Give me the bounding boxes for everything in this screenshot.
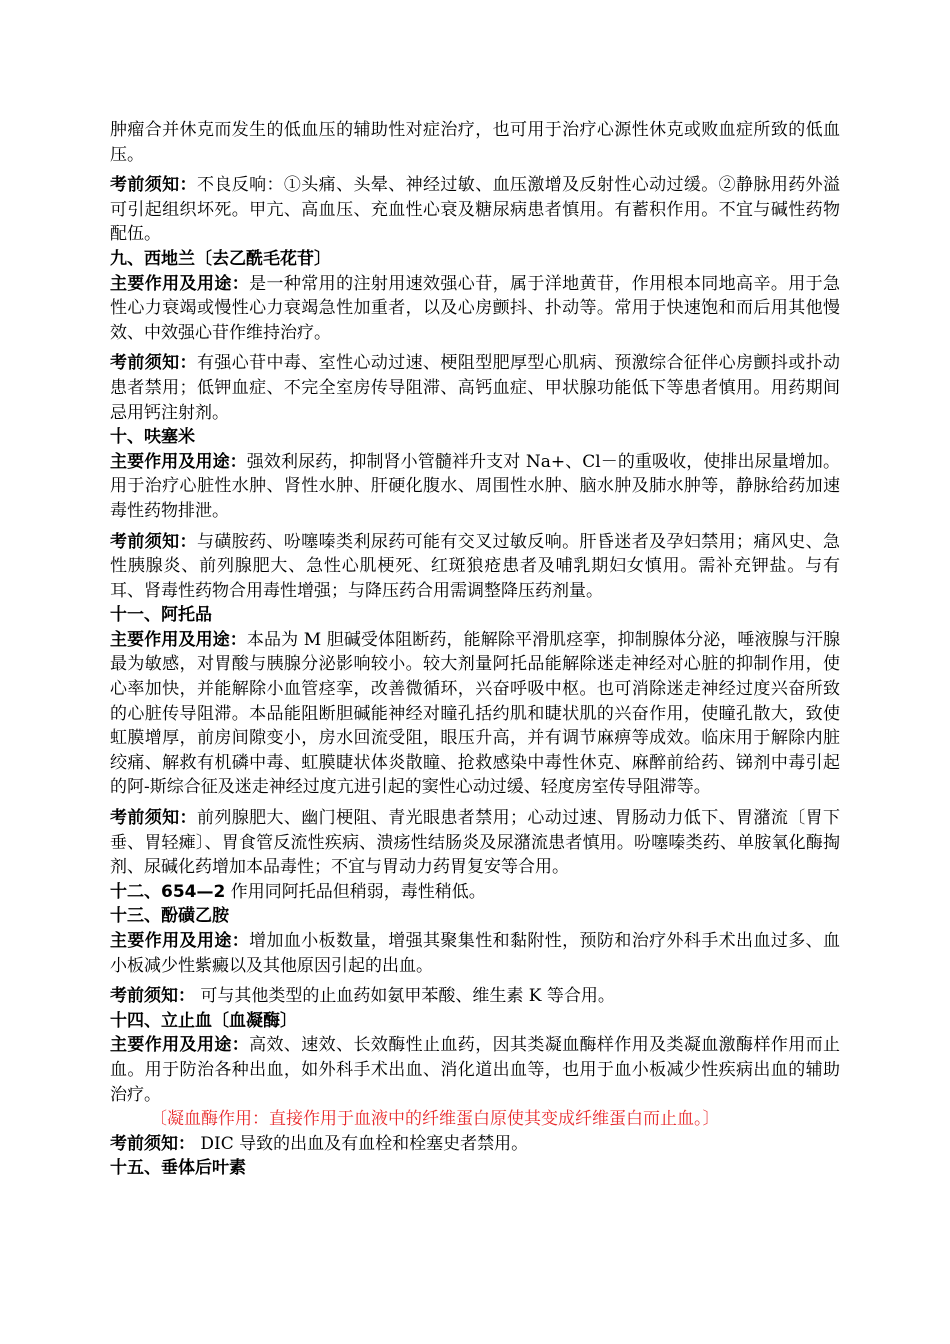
- section-heading: 十一、阿托品: [110, 605, 212, 626]
- section-heading: 十、呋塞米: [110, 427, 195, 448]
- usage-label: 主要作用及用途：: [110, 1035, 250, 1056]
- precautions-paragraph: 考前须知：有强心苷中毒、室性心动过速、梗阻型肥厚型心肌病、预激综合征伴心房颤抖或扑动患者禁用；低钾血症、不完全室房传导阻滞、高钙血症、甲状腺功能低下等患者慎用。用药期间忌用钙注射剂。: [110, 353, 841, 423]
- usage-label: 主要作用及用途：: [110, 451, 247, 472]
- section-heading-inline: 十二、654—2 作用同阿托品但稍弱，毒性稍低。: [110, 881, 486, 902]
- precautions-label: 考前须知：: [110, 808, 197, 829]
- precautions-label: 考前须知：: [110, 531, 197, 552]
- usage-paragraph: 主要作用及用途：高效、速效、长效酶性止血药，因其类凝血酶样作用及类凝血激酶样作用而止血。用于防治各种出血，如外科手术出血、消化道出血等，也用于血小板减少性疾病出血的辅助治疗。: [110, 1035, 841, 1105]
- usage-label: 主要作用及用途：: [110, 629, 247, 650]
- precautions-paragraph: 考前须知： DIC 导致的出血及有血栓和栓塞史者禁用。: [110, 1133, 529, 1154]
- precautions-paragraph: 考前须知：前列腺肥大、幽门梗阻、青光眼患者禁用；心动过速、胃肠动力低下、胃潴流〔胃下垂、胃轻瘫〕、胃食管反流性疾病、溃疡性结肠炎及尿潴流患者慎用。吩噻嗪类药、单胺氧化酶掏剂、尿碱化药增加本品毒性；不宜与胃动力药胃复安等合用。: [110, 808, 841, 878]
- usage-paragraph: 主要作用及用途：是一种常用的注射用速效强心苷，属于洋地黄苷，作用根本同地高辛。用于急性心力衰竭或慢性心力衰竭急性加重者，以及心房颤抖、扑动等。常用于快速饱和而后用其他慢效、中效强心苷作维持治疗。: [110, 273, 841, 343]
- section-heading: 十三、酚磺乙胺: [110, 906, 229, 927]
- usage-paragraph: 主要作用及用途：强效利尿药，抑制肾小管髓袢升支对 Na+、Cl－的重吸收，使排出尿量增加。用于治疗心脏性水肿、肾性水肿、肝硬化腹水、周围性水肿、脑水肿及肺水肿等，静脉给药加速毒性药物排泄。: [110, 451, 840, 521]
- section-heading: 十五、垂体后叶素: [110, 1158, 246, 1179]
- section-heading: 十四、立止血〔血凝酶〕: [110, 1010, 297, 1031]
- section-heading: 十二、654—2: [110, 881, 226, 902]
- precautions-label: 考前须知：: [110, 1133, 195, 1154]
- section-heading: 九、西地兰〔去乙酰毛花苷〕: [110, 248, 331, 269]
- precautions-paragraph: 考前须知：不良反响：①头痛、头晕、神经过敏、血压激增及反射性心动过缓。②静脉用药外溢可引起组织坏死。甲亢、高血压、充血性心衰及糖尿病患者慎用。有蓄积作用。不宜与碱性药物配伍。: [110, 175, 841, 245]
- precautions-paragraph: 考前须知：与磺胺药、吩噻嗪类利尿药可能有交叉过敏反响。肝昏迷者及孕妇禁用；痛风史、急性胰腺炎、前列腺肥大、急性心肌梗死、红斑狼疮患者及哺乳期妇女慎用。需补充钾盐。与有耳、肾毒性药物合用毒性增强；与降压药合用需调整降压药剂量。: [110, 531, 841, 601]
- precautions-label: 考前须知：: [110, 986, 195, 1007]
- usage-paragraph: 主要作用及用途：本品为 M 胆碱受体阻断药，能解除平滑肌痉挛，抑制腺体分泌，唾液腺与汗腺最为敏感，对胃酸与胰腺分泌影响较小。较大剂量阿托品能解除迷走神经对心脏的抑制作用，使心率加快，并能解除小血管痉挛，改善微循环，兴奋呼吸中枢。也可消除迷走神经过度兴奋所致的心脏传导阻滞。本品能阻断胆碱能神经对瞳孔括约肌和睫状肌的兴奋作用，使瞳孔散大，致使虹膜增厚，前房间隙变小，房水回流受阻，眼压升高，并有调节麻痹等成效。临床用于解除内脏绞痛、解救有机磷中毒、虹膜睫状体炎散瞳、抢救感染中毒性休克、麻醉前给药、锑剂中毒引起的阿-斯综合征及迷走神经过度亢进引起的窦性心动过缓、轻度房室传导阻滞等。: [110, 629, 841, 798]
- paragraph-continuation: 肿瘤合并休克而发生的低血压的辅助性对症治疗，也可用于治疗心源性休克或败血症所致的低血压。: [110, 120, 840, 165]
- usage-paragraph: 主要作用及用途：增加血小板数量，增强其聚集性和黏附性，预防和治疗外科手术出血过多、血小板减少性紫癜以及其他原因引起的出血。: [110, 931, 841, 976]
- usage-label: 主要作用及用途：: [110, 931, 250, 951]
- precautions-label: 考前须知：: [110, 353, 197, 374]
- precautions-paragraph: 考前须知： 可与其他类型的止血药如氨甲苯酸、维生素 K 等合用。: [110, 986, 615, 1007]
- usage-label: 主要作用及用途：: [110, 273, 250, 294]
- red-note: 〔凝血酶作用：直接作用于血液中的纤维蛋白原使其变成纤维蛋白而止血。〕: [150, 1109, 720, 1130]
- precautions-label: 考前须知：: [110, 175, 197, 196]
